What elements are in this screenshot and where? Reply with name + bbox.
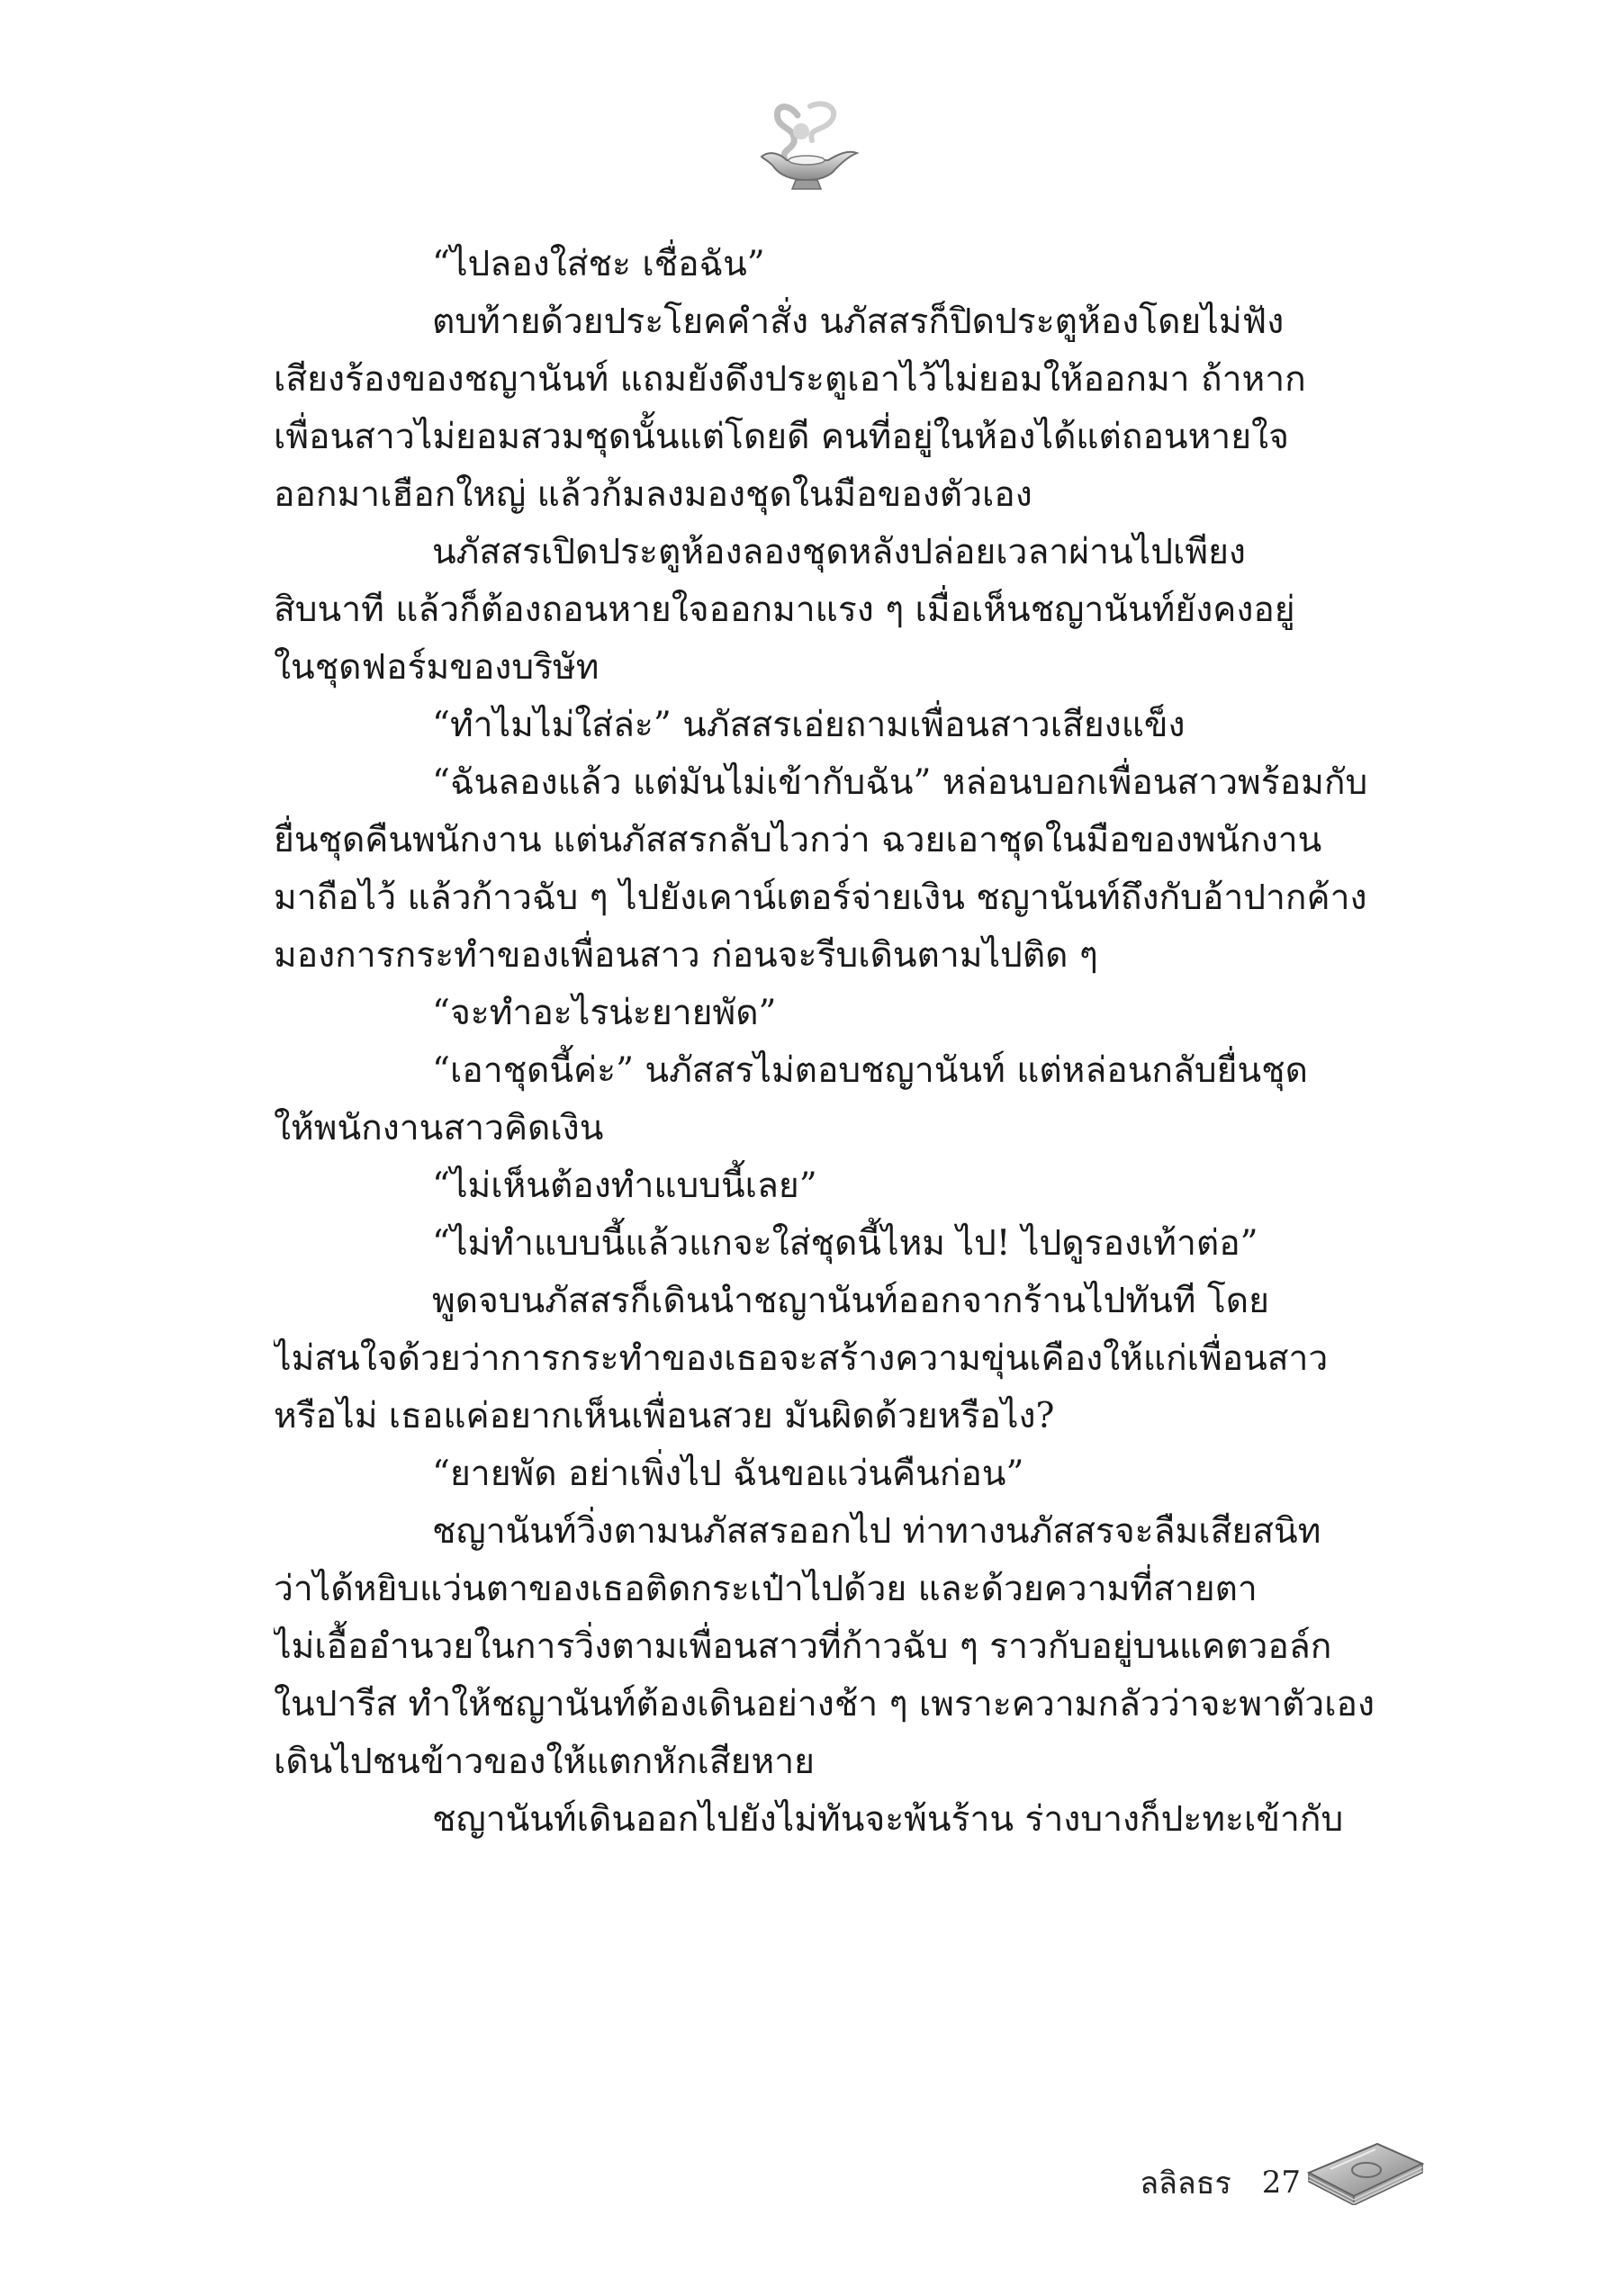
magic-lamp-icon bbox=[754, 97, 861, 198]
text-line: หรือไม่ เธอแค่อยากเห็นเพื่อนสวย มันผิดด้วยหรือไง? bbox=[274, 1396, 1055, 1436]
text-line: “ฉันลองแล้ว แต่มันไม่เข้ากับฉัน” หล่อนบอกเพื่อนสาวพร้อมกับ bbox=[432, 762, 1368, 803]
text-line: “ไม่เห็นต้องทำแบบนี้เลย” bbox=[432, 1166, 817, 1206]
text-line: เสียงร้องของชญานันท์ แถมยังดึงประตูเอาไว้ไม่ยอมให้ออกมา ถ้าหาก bbox=[274, 359, 1306, 400]
text-line: “ยายพัด อย่าเพิ่งไป ฉันขอแว่นคืนก่อน” bbox=[432, 1454, 1024, 1494]
text-line: นภัสสรเปิดประตูห้องลองชุดหลังปล่อยเวลาผ่านไปเพียง bbox=[432, 532, 1246, 572]
text-line: “ไม่ทำแบบนี้แล้วแกจะใส่ชุดนี้ไหม ไป! ไปดูรองเท้าต่อ” bbox=[432, 1223, 1258, 1264]
text-line: ออกมาเฮือกใหญ่ แล้วก้มลงมองชุดในมือของตัวเอง bbox=[274, 474, 1032, 515]
text-line: พูดจบนภัสสรก็เดินนำชญานันท์ออกจากร้านไปทันที โดย bbox=[432, 1281, 1269, 1321]
book-title: ลลิลธร bbox=[1140, 2165, 1231, 2201]
body-text bbox=[274, 236, 1390, 1849]
text-line: เดินไปชนข้าวของให้แตกหักเสียหาย bbox=[274, 1742, 815, 1782]
text-line: ให้พนักงานสาวคิดเงิน bbox=[274, 1108, 604, 1148]
page-number: 27 bbox=[1261, 2165, 1301, 2201]
text-line: มาถือไว้ แล้วก้าวฉับ ๆ ไปยังเคาน์เตอร์จ่ายเงิน ชญานันท์ถึงกับอ้าปากค้าง bbox=[274, 878, 1367, 918]
text-line: “ทำไมไม่ใส่ล่ะ” นภัสสรเอ่ยถามเพื่อนสาวเสียงแข็ง bbox=[432, 705, 1186, 745]
text-line: “ไปลองใส่ชะ เชื่อฉัน” bbox=[432, 244, 765, 284]
text-line: ตบท้ายด้วยประโยคคำสั่ง นภัสสรก็ปิดประตูห้องโดยไม่ฟัง bbox=[432, 302, 1285, 342]
text-line: มองการกระทำของเพื่อนสาว ก่อนจะรีบเดินตามไปติด ๆ bbox=[274, 935, 1098, 976]
text-line: ในปารีส ทำให้ชญานันท์ต้องเดินอย่างช้า ๆ เพราะความกลัวว่าจะพาตัวเอง bbox=[274, 1684, 1375, 1724]
text-line: ยื่นชุดคืนพนักงาน แต่นภัสสรกลับไวกว่า ฉวยเอาชุดในมือของพนักงาน bbox=[274, 820, 1322, 860]
page-footer bbox=[1140, 2158, 1301, 2207]
text-line: ไม่สนใจด้วยว่าการกระทำของเธอจะสร้างความขุ่นเคืองให้แก่เพื่อนสาว bbox=[274, 1338, 1329, 1379]
text-line: “เอาชุดนี้ค่ะ” นภัสสรไม่ตอบชญานันท์ แต่หล่อนกลับยื่นชุด bbox=[432, 1050, 1308, 1091]
text-line: เพื่อนสาวไม่ยอมสวมชุดนั้นแต่โดยดี คนที่อยู่ในห้องได้แต่ถอนหายใจ bbox=[274, 417, 1289, 457]
money-stack-icon bbox=[1303, 2137, 1426, 2205]
text-line: ไม่เอื้ออำนวยในการวิ่งตามเพื่อนสาวที่ก้าวฉับ ๆ ราวกับอยู่บนแคตวอล์ก bbox=[274, 1626, 1332, 1667]
text-line: สิบนาที แล้วก็ต้องถอนหายใจออกมาแรง ๆ เมื่อเห็นชญานันท์ยังคงอยู่ bbox=[274, 590, 1295, 630]
text-line: “จะทำอะไรน่ะยายพัด” bbox=[432, 993, 777, 1033]
text-line: ชญานันท์วิ่งตามนภัสสรออกไป ท่าทางนภัสสรจะลืมเสียสนิท bbox=[432, 1511, 1321, 1552]
text-line: ว่าได้หยิบแว่นตาของเธอติดกระเป๋าไปด้วย และด้วยความที่สายตา bbox=[274, 1569, 1258, 1609]
text-line: ชญานันท์เดินออกไปยังไม่ทันจะพ้นร้าน ร่างบางก็ปะทะเข้ากับ bbox=[432, 1799, 1344, 1840]
text-line: ในชุดฟอร์มของบริษัท bbox=[274, 647, 600, 688]
